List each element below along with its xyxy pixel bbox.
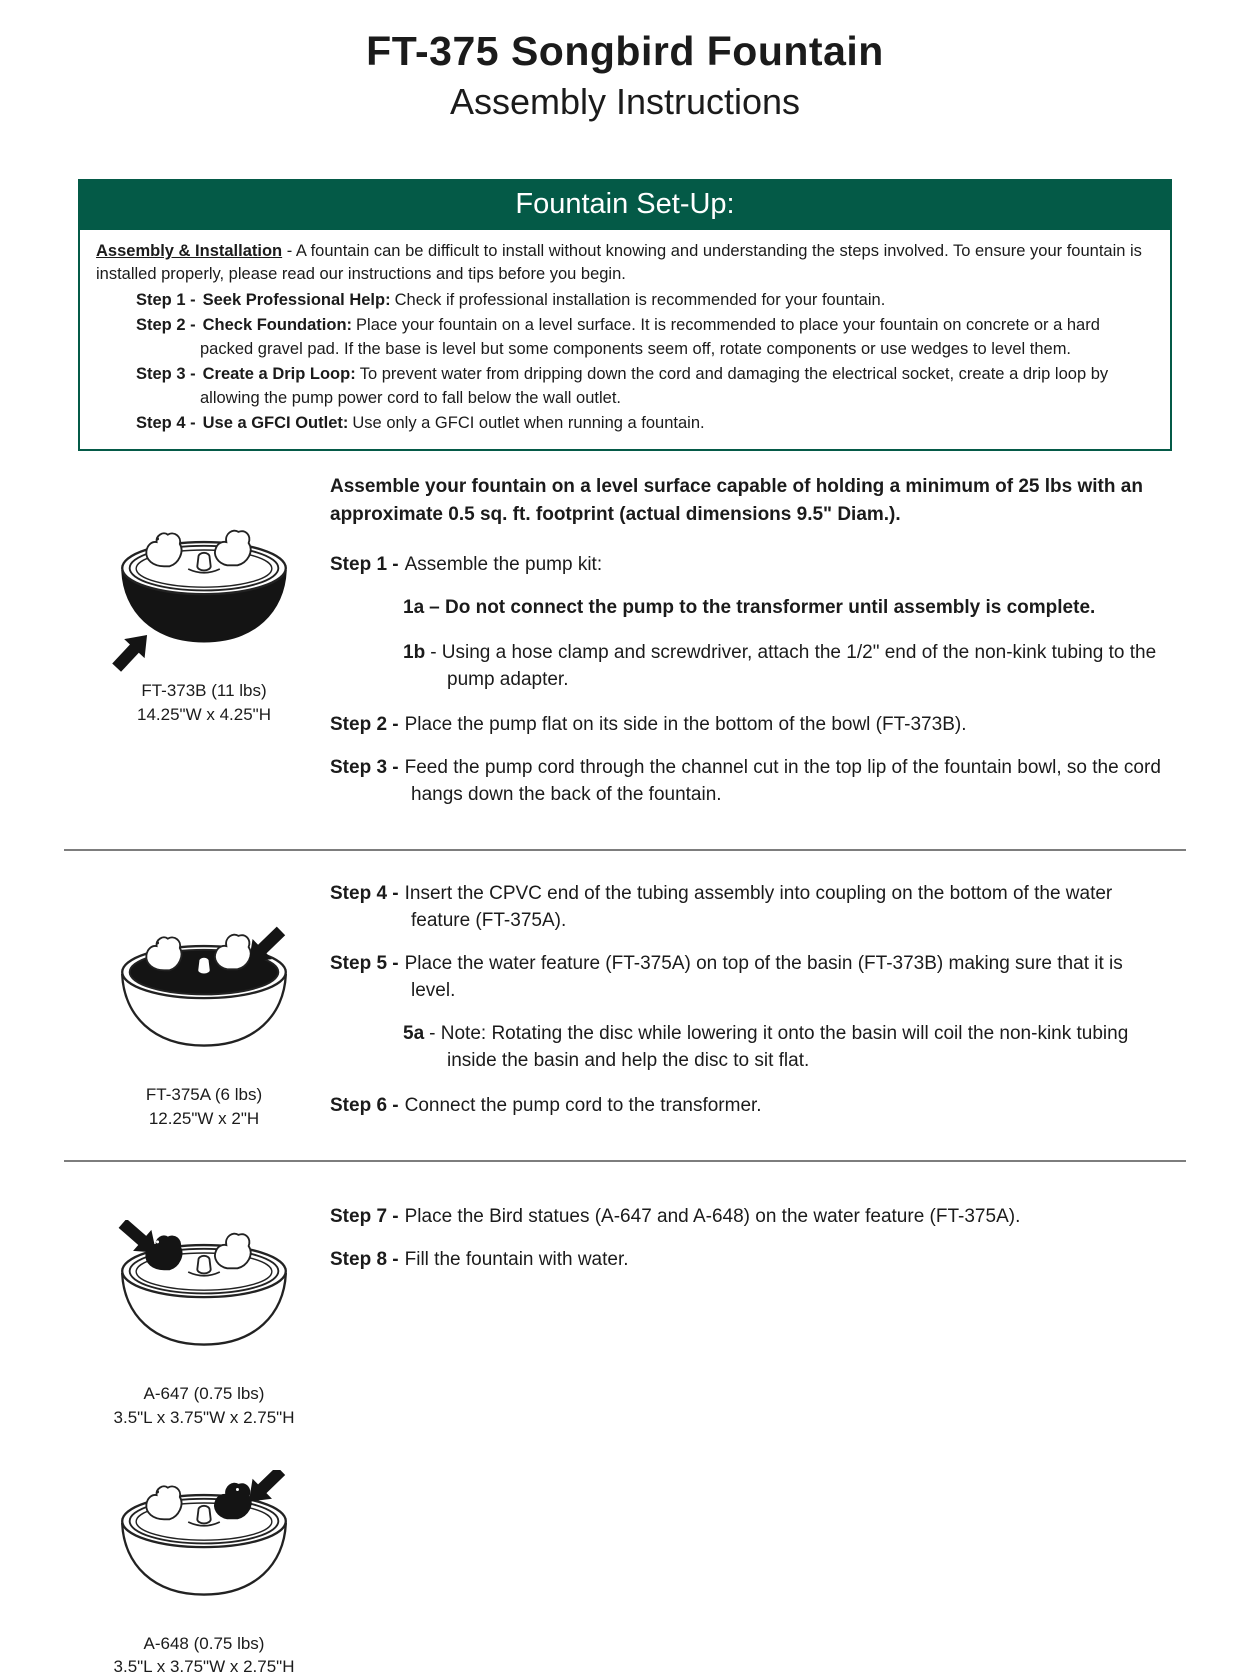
step-label: Step 3 -	[330, 757, 399, 779]
step-text: Insert the CPVC end of the tubing assembly into coupling on the bottom of the water feature (FT-375A).	[404, 883, 1113, 932]
figure-dimensions: 12.25"W x 2"H	[148, 1109, 260, 1129]
setup-step-title: Create a Drip Loop:	[202, 365, 356, 384]
left-bird-icon	[146, 1486, 181, 1519]
right-bird-icon	[215, 531, 251, 566]
setup-step-2	[136, 314, 1154, 361]
setup-step-4	[136, 412, 1154, 435]
setup-lead-text: - A fountain can be difficult to install without knowing and understanding the steps involved. To ensure your fountain is installed properly, please read our instructions and tips before you begin.	[96, 242, 1142, 284]
setup-step-text: Use only a GFCI outlet when running a fountain.	[352, 413, 705, 432]
figure-a647	[106, 1220, 302, 1430]
substep-label: 1a	[403, 597, 425, 619]
right-bird-icon	[215, 1234, 251, 1269]
step-label: Step 7 -	[330, 1206, 399, 1228]
section-bird-statues	[78, 1162, 1172, 1679]
setup-step-label: Step 4 -	[136, 413, 196, 432]
figure-part-number: FT-375A (6 lbs)	[145, 1085, 263, 1105]
setup-step-text: Place your fountain on a level surface. It is recommended to place your fountain on concrete or a hard packed gravel pad. If the base is level but some components seem off, rotate components or use wedges to level them.	[200, 316, 1100, 358]
figure-a648	[106, 1470, 302, 1679]
fountain-setup-box	[78, 179, 1172, 451]
figure-dimensions: 3.5"L x 3.75"W x 2.75"H	[113, 1407, 295, 1427]
step-label: Step 8 -	[330, 1249, 399, 1270]
step-2	[330, 712, 1172, 739]
setup-box-header: Fountain Set-Up:	[80, 181, 1170, 230]
setup-step-title: Seek Professional Help:	[202, 290, 391, 309]
figure-caption	[114, 1632, 295, 1679]
step-label: Step 6 -	[330, 1095, 399, 1117]
setup-box-body	[80, 230, 1170, 449]
step-label: Step 4 -	[330, 883, 399, 905]
substep-label: 5a	[403, 1023, 425, 1045]
figure-part-number: A-647 (0.75 lbs)	[143, 1384, 265, 1404]
step-label: Step 1 -	[330, 554, 399, 576]
figure-dimensions: 14.25"W x 4.25"H	[137, 705, 271, 725]
setup-step-title: Check Foundation:	[202, 316, 353, 335]
step-6	[330, 1093, 1172, 1120]
substep-text: – Do not connect the pump to the transformer until assembly is complete.	[429, 597, 1096, 619]
figure-dimensions: 3.5"L x 3.75"W x 2.75"H	[113, 1657, 295, 1677]
setup-step-text: To prevent water from dripping down the cord and damaging the electrical socket, create a drip loop by allowing the pump power cord to fall below the wall outlet.	[200, 365, 1109, 407]
figure-ft373b	[106, 517, 302, 727]
figure-ft375a	[106, 921, 302, 1131]
left-bird-icon	[146, 938, 181, 971]
step-label: Step 2 -	[330, 714, 399, 736]
bird-statue-a648-illustration-icon	[106, 1470, 302, 1628]
step-8	[330, 1247, 1172, 1274]
figure-caption	[137, 679, 271, 727]
step-3	[330, 755, 1172, 809]
step-text: Place the pump flat on its side in the bottom of the bowl (FT-373B).	[404, 714, 967, 736]
step-text: Place the water feature (FT-375A) on top of the basin (FT-373B) making sure that it is level.	[404, 953, 1123, 1002]
setup-lead-heading: Assembly & Installation	[96, 242, 283, 260]
right-bird-icon	[215, 935, 251, 970]
substep-1a	[403, 595, 1172, 622]
step-5	[330, 951, 1172, 1005]
substep-label: 1b	[403, 642, 426, 664]
assembly-intro: Assemble your fountain on a level surface capable of holding a minimum of 25 lbs with an approximate 0.5 sq. ft. footprint (actual dimensions 9.5" Diam.).	[330, 476, 1143, 525]
step-1	[330, 552, 1172, 579]
figure-part-number: A-648 (0.75 lbs)	[143, 1633, 265, 1653]
bird-statue-a647-illustration-icon	[106, 1220, 302, 1378]
step-text: Connect the pump cord to the transformer.	[404, 1095, 762, 1117]
setup-step-label: Step 2 -	[136, 316, 196, 335]
water-feature-illustration-icon	[106, 921, 302, 1079]
step-text: Place the Bird statues (A-647 and A-648) on the water feature (FT-375A).	[404, 1206, 1021, 1228]
left-bird-icon	[146, 534, 181, 567]
setup-step-title: Use a GFCI Outlet:	[202, 413, 349, 432]
page-subtitle: Assembly Instructions	[449, 81, 801, 122]
substep-text: - Using a hose clamp and screwdriver, attach the 1/2" end of the non-kink tubing to the pump adapter.	[430, 642, 1157, 691]
setup-step-label: Step 3 -	[136, 365, 196, 384]
setup-step-1	[136, 289, 1154, 312]
page-title: FT-375 Songbird Fountain	[366, 28, 884, 74]
step-7	[330, 1204, 1172, 1231]
section-basin-assembly	[78, 451, 1172, 825]
pointer-arrow-icon	[106, 626, 157, 675]
substep-text: - Note: Rotating the disc while lowering it onto the basin will coil the non-kink tubing inside the basin and help the disc to sit flat.	[429, 1023, 1129, 1072]
step-text: Fill the fountain with water.	[404, 1249, 629, 1270]
basin-bowl-illustration-icon	[106, 517, 302, 675]
substep-1b	[403, 640, 1172, 694]
setup-step-text: Check if professional installation is recommended for your fountain.	[394, 290, 886, 309]
setup-lead-paragraph	[96, 240, 1154, 287]
section-water-feature	[78, 851, 1172, 1136]
setup-step-3	[136, 363, 1154, 410]
setup-step-label: Step 1 -	[136, 290, 196, 309]
figure-caption	[114, 1382, 295, 1430]
substep-5a	[403, 1021, 1172, 1075]
step-text: Feed the pump cord through the channel cut in the top lip of the fountain bowl, so the cord hangs down the back of the fountain.	[404, 757, 1161, 806]
figure-caption	[146, 1083, 262, 1131]
figure-part-number: FT-373B (11 lbs)	[141, 681, 267, 701]
highlighted-right-bird-icon	[215, 1483, 251, 1518]
step-label: Step 5 -	[330, 953, 399, 975]
step-text: Assemble the pump kit:	[404, 554, 603, 576]
step-4	[330, 881, 1172, 935]
